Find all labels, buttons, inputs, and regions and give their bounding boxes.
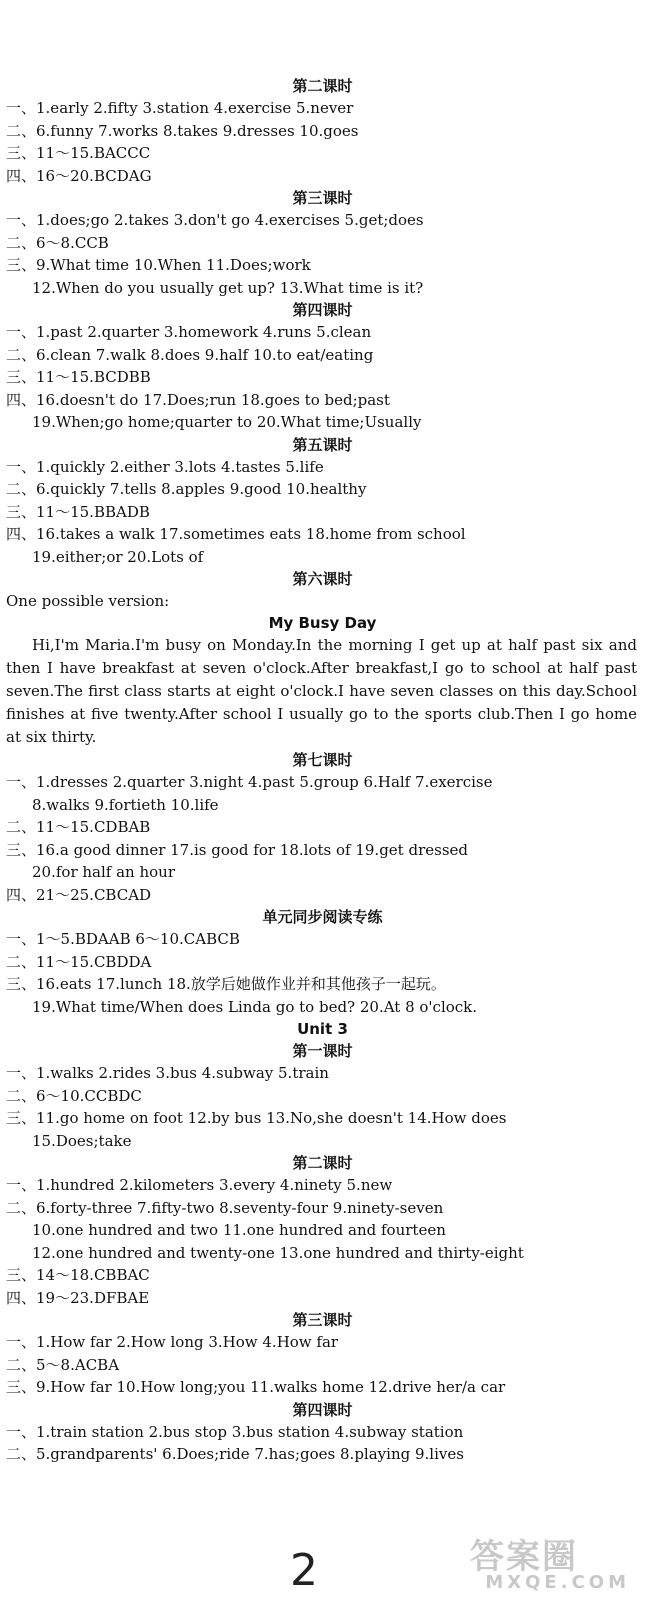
section-heading: Unit 3: [297, 1020, 348, 1038]
section-heading: 第四课时: [292, 1400, 353, 1419]
section-heading: 第六课时: [292, 570, 353, 588]
answer-line: 三、11～15.BACCC: [6, 144, 151, 162]
answer-line: 一、1.How far 2.How long 3.How 4.How far: [6, 1333, 339, 1351]
answer-line: 12.one hundred and twenty-one 13.one hundred and thirty-eight: [32, 1243, 524, 1262]
answer-line: 四、16.takes a walk 17.sometimes eats 18.home from school: [6, 525, 466, 543]
answer-line: 15.Does;take: [32, 1131, 132, 1150]
answer-line: 三、16.eats 17.lunch 18.放学后她做作业并和其他孩子一起玩。: [6, 975, 446, 993]
answer-line: 三、11.go home on foot 12.by bus 13.No,she doesn't 14.How does: [6, 1109, 507, 1127]
answer-line: 四、21～25.CBCAD: [6, 885, 152, 904]
answer-section: [0, 1309, 645, 1399]
answer-line: 一、1.does;go 2.takes 3.don't go 4.exercises 5.get;does: [6, 211, 424, 229]
answer-section: [0, 187, 645, 299]
section-heading: 第三课时: [292, 1311, 353, 1329]
answer-line: 三、16.a good dinner 17.is good for 18.lots of 19.get dressed: [6, 840, 468, 859]
section-heading: 第七课时: [292, 751, 353, 769]
section-heading: 第二课时: [292, 1154, 353, 1172]
answer-line: 二、6.clean 7.walk 8.does 9.half 10.to eat/eating: [6, 345, 374, 364]
answer-line: 一、1.hundred 2.kilometers 3.every 4.ninety 5.new: [6, 1176, 393, 1194]
answer-section: [0, 1040, 645, 1152]
essay-title: My Busy Day: [268, 614, 377, 632]
answer-section: [0, 568, 645, 749]
answer-line: 二、11～15.CBDDA: [6, 952, 152, 971]
answer-section: [0, 1018, 645, 1040]
answer-line: 一、1.walks 2.rides 3.bus 4.subway 5.train: [6, 1064, 329, 1082]
answer-line: 二、6.forty-three 7.fifty-two 8.seventy-four 9.ninety-seven: [6, 1198, 444, 1217]
answer-line: 一、1.past 2.quarter 3.homework 4.runs 5.clean: [6, 323, 372, 341]
answer-line: 一、1.early 2.fifty 3.station 4.exercise 5.never: [6, 99, 354, 117]
answer-line: 三、11～15.BBADB: [6, 502, 150, 521]
answer-line: 三、9.How far 10.How long;you 11.walks home 12.drive her/a car: [6, 1378, 506, 1396]
page-number: 2: [290, 1545, 318, 1596]
essay-intro: One possible version:: [6, 592, 170, 610]
answer-line: 四、19～23.DFBAE: [6, 1288, 150, 1307]
section-heading: 第四课时: [292, 301, 353, 319]
answer-line: 一、1.quickly 2.either 3.lots 4.tastes 5.life: [6, 457, 324, 476]
answer-line: 二、6.funny 7.works 8.takes 9.dresses 10.goes: [6, 121, 359, 140]
answer-section: [0, 749, 645, 906]
answer-line: 二、6～8.CCB: [6, 233, 109, 252]
answer-line: 二、5～8.ACBA: [6, 1355, 120, 1374]
answer-line: 四、16～20.BCDAG: [6, 166, 152, 185]
answer-line: 12.When do you usually get up? 13.What time is it?: [32, 278, 424, 297]
section-heading: 第五课时: [292, 435, 353, 454]
answer-line: 一、1.train station 2.bus stop 3.bus station 4.subway station: [6, 1422, 464, 1441]
answer-line: 一、1～5.BDAAB 6～10.CABCB: [6, 930, 240, 948]
answer-line: 20.for half an hour: [32, 863, 175, 881]
answer-line: 三、14～18.CBBAC: [6, 1266, 150, 1284]
section-heading: 第一课时: [292, 1042, 353, 1060]
section-heading: 单元同步阅读专练: [262, 908, 383, 926]
answer-section: [0, 434, 645, 569]
watermark-top: 答案圈: [470, 1537, 578, 1577]
answer-section: [0, 906, 645, 1018]
answer-line: 19.either;or 20.Lots of: [32, 547, 204, 566]
watermark-logo: [470, 1537, 640, 1598]
answer-line: 10.one hundred and two 11.one hundred and fourteen: [32, 1221, 446, 1239]
answer-line: 二、6.quickly 7.tells 8.apples 9.good 10.healthy: [6, 480, 367, 498]
section-heading: 第三课时: [292, 189, 353, 207]
answer-line: 三、11～15.BCDBB: [6, 368, 151, 386]
answer-line: 二、11～15.CDBAB: [6, 818, 151, 836]
answer-line: 三、9.What time 10.When 11.Does;work: [6, 256, 311, 274]
answer-section: [0, 1399, 645, 1466]
answer-line: 19.What time/When does Linda go to bed? 20.At 8 o'clock.: [32, 997, 478, 1016]
answer-line: 19.When;go home;quarter to 20.What time;Usually: [32, 413, 422, 431]
answer-section: [0, 75, 645, 187]
answer-line: 二、5.grandparents' 6.Does;ride 7.has;goes 8.playing 9.lives: [6, 1445, 464, 1463]
answer-section: [0, 299, 645, 434]
answer-line: 一、1.dresses 2.quarter 3.night 4.past 5.group 6.Half 7.exercise: [6, 773, 493, 791]
essay-body: Hi,I'm Maria.I'm busy on Monday.In the morning I get up at half past six and then I have breakfast at seven o'clock.After breakfast,I go to school at half past seven.The first class starts at eight o'clock.I have seven classes on this day.School finishes at five twenty.After school I usually go to the sports club.Then I go home at six thirty.: [6, 636, 637, 746]
answer-line: 8.walks 9.fortieth 10.life: [32, 795, 219, 814]
section-heading: 第二课时: [292, 77, 353, 95]
answer-section: [0, 1152, 645, 1309]
watermark-bottom: MXQE.COM: [485, 1572, 630, 1593]
answer-line: 二、6～10.CCBDC: [6, 1086, 142, 1105]
answer-line: 四、16.doesn't do 17.Does;run 18.goes to bed;past: [6, 390, 390, 409]
